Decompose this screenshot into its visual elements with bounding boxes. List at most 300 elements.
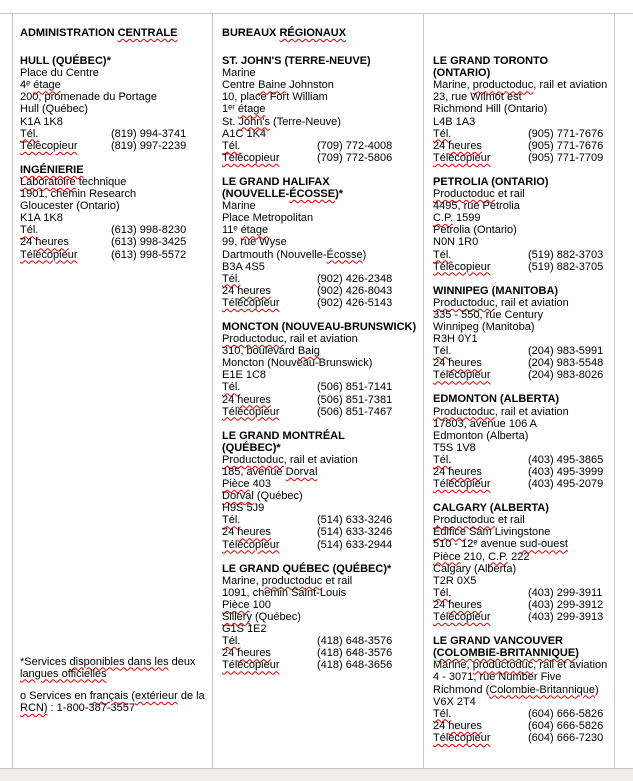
text-segment: , rail et aviation — [494, 405, 569, 418]
text-segment: ) — [575, 647, 579, 660]
text-segment: Winnipeg (Manitoba) — [433, 320, 535, 333]
address-line — [222, 249, 419, 261]
office-block — [433, 285, 613, 382]
text-segment: H9S 5J9 — [222, 502, 265, 515]
text-segment: 100 — [249, 598, 271, 611]
misspelled-word: CENTRALE — [117, 27, 178, 39]
footnote-line — [20, 690, 208, 702]
phone-label — [222, 381, 317, 393]
address-line — [20, 212, 208, 224]
address-line — [222, 599, 419, 611]
phone-label — [222, 140, 317, 152]
misspelled-word: ÉCOSSE — [289, 188, 336, 201]
column-header — [433, 27, 613, 39]
phone-label — [433, 466, 528, 478]
misspelled-word: Télécopieur — [20, 248, 78, 261]
text-segment: Marine — [222, 200, 256, 213]
text-segment: BUREAUX — [222, 27, 280, 39]
footnote-line — [20, 656, 208, 668]
phone-value: (905) 771-7709 — [528, 151, 604, 164]
misspelled-word: heures — [237, 526, 271, 539]
text-segment: ADMINISTRATION — [20, 27, 118, 39]
text-segment: Gloucester (Ontario) — [20, 200, 120, 213]
misspelled-word: Écosse — [326, 248, 363, 261]
text-segment: 1ᵉʳ — [222, 103, 238, 116]
office-block — [433, 55, 613, 164]
address-line — [433, 224, 613, 236]
office-block — [433, 176, 613, 273]
address-line — [433, 684, 613, 696]
office-block — [433, 635, 613, 744]
misspelled-word: Télécopieur — [222, 296, 280, 309]
misspelled-word: étage — [33, 79, 61, 92]
address-line — [222, 103, 419, 115]
phone-label — [433, 261, 528, 273]
misspelled-word: C.P. — [488, 550, 509, 563]
text-segment: Marine, — [433, 659, 473, 672]
misspelled-word: Tél. — [433, 345, 452, 358]
phone-value: (905) 771-7676 — [528, 127, 604, 140]
phone-row — [433, 587, 613, 599]
text-segment: (Terre-Neuve) — [269, 115, 341, 128]
phone-value: (403) 495-2079 — [528, 478, 604, 491]
text-segment: N0N 1R0 — [433, 236, 479, 249]
misspelled-word: sud-ouest — [519, 538, 568, 551]
misspelled-word: Baig — [297, 345, 320, 358]
address-line — [433, 309, 613, 321]
text-segment: WINNIPEG (MANITOBA) — [433, 284, 559, 297]
phone-row — [20, 224, 208, 236]
address-line — [433, 575, 613, 587]
address-line — [222, 345, 419, 357]
phone-row — [20, 140, 208, 152]
text-segment: 17803, avenue 106 A — [433, 417, 537, 430]
phone-value: (613) 998-5572 — [111, 248, 187, 261]
address-line — [20, 116, 208, 128]
text-segment: technique — [75, 175, 127, 188]
address-line — [222, 490, 419, 502]
footnote-line — [20, 668, 208, 680]
phone-label — [222, 406, 317, 418]
phone-value: (514) 633-2944 — [317, 538, 393, 551]
misspelled-word: Productoduc — [433, 514, 495, 527]
phone-label — [222, 297, 317, 309]
phone-label — [222, 514, 317, 526]
phone-row — [222, 539, 419, 551]
misspelled-word: disponibles dans les — [69, 655, 169, 668]
office-heading — [20, 164, 208, 176]
text-segment: (QUÉBEC)* — [222, 441, 281, 454]
office-heading — [20, 55, 208, 67]
phone-row — [222, 635, 419, 647]
text-segment: ( — [433, 647, 437, 660]
text-segment: 24 — [20, 236, 36, 249]
misspelled-word: heures — [448, 466, 482, 478]
text-segment: 403 — [249, 478, 271, 491]
phone-row — [222, 394, 419, 406]
misspelled-word: extérieur — [134, 689, 178, 702]
misspelled-word: Laboratoire — [20, 175, 76, 188]
text-segment: 335 - 550, rue Century — [433, 308, 544, 321]
text-segment: T2R 0X5 — [433, 574, 477, 587]
phone-label — [20, 236, 111, 248]
text-segment: 1091, chemin Saint-Louis — [222, 586, 347, 599]
misspelled-word: Colombie-Britannique — [489, 683, 596, 696]
text-segment: Centre — [222, 79, 259, 92]
misspelled-word: Productoduc — [433, 188, 495, 201]
phone-label — [20, 140, 111, 152]
misspelled-word: français — [89, 689, 129, 702]
address-line — [222, 91, 419, 103]
phone-value: (403) 495-3999 — [528, 466, 604, 478]
phone-row — [433, 466, 613, 478]
misspelled-word: Tél. — [433, 707, 452, 720]
office-heading — [222, 563, 419, 575]
phone-row — [433, 261, 613, 273]
address-line — [222, 466, 419, 478]
text-segment: et rail — [494, 188, 525, 201]
footnote — [20, 690, 208, 714]
text-segment: ST. JOHN'S (TERRE-NEUVE) — [222, 55, 371, 68]
misspelled-word: Productoduc — [222, 333, 284, 346]
address-line — [222, 333, 419, 345]
phone-value: (403) 299-3913 — [528, 611, 604, 624]
misspelled-word: heures — [237, 647, 271, 660]
address-line — [222, 261, 419, 273]
phone-row — [222, 647, 419, 659]
text-segment: Hull (Québec) — [20, 103, 88, 116]
address-line — [222, 575, 419, 587]
phone-value: (613) 998-8230 — [111, 224, 187, 237]
office-block — [222, 55, 419, 164]
address-line — [222, 67, 419, 79]
phone-label — [433, 128, 528, 140]
office-heading — [433, 285, 613, 297]
misspelled-word: langues officielles — [20, 667, 107, 680]
phone-value: (905) 771-7676 — [528, 139, 604, 152]
phone-value: (514) 633-3246 — [317, 526, 393, 539]
phone-row — [222, 285, 419, 297]
address-line — [222, 357, 419, 369]
misspelled-word: Tél. — [222, 139, 241, 152]
misspelled-word: Tél. — [222, 272, 241, 285]
phone-value: (204) 983-5548 — [528, 357, 604, 370]
text-segment: LE GRAND VANCOUVER — [433, 635, 563, 648]
phone-value: (819) 997-2239 — [111, 139, 187, 152]
text-segment: Richmond ( — [433, 683, 490, 696]
phone-row — [433, 152, 613, 164]
misspelled-word: Tél. — [20, 224, 39, 237]
text-segment: T5S 1V8 — [433, 441, 476, 454]
address-line — [222, 454, 419, 466]
address-line — [222, 224, 419, 236]
text-segment: 4 - 3071, rue Number Five — [433, 671, 562, 684]
phone-label — [433, 587, 528, 599]
phone-label — [433, 345, 528, 357]
misspelled-word: RCN) — [20, 701, 48, 714]
misspelled-word: Tél. — [222, 381, 241, 394]
text-segment: LE GRAND HALIFAX — [222, 175, 330, 188]
phone-row — [433, 140, 613, 152]
text-segment: L4B 1A3 — [433, 115, 476, 128]
office-heading — [433, 647, 613, 659]
phone-value: (604) 666-7230 — [528, 731, 604, 744]
address-line — [433, 406, 613, 418]
text-segment: , rail et aviation — [283, 333, 358, 346]
column-bureaux-regionaux-suite — [423, 14, 614, 768]
phone-label — [433, 454, 528, 466]
phone-label — [222, 635, 317, 647]
phone-value: (519) 882-3705 — [528, 260, 604, 273]
address-line — [433, 333, 613, 345]
misspelled-word: Télécopieur — [433, 260, 491, 273]
phone-label — [222, 152, 317, 164]
address-line — [20, 103, 208, 115]
text-segment: 24 — [433, 466, 449, 478]
phone-row — [433, 454, 613, 466]
office-heading — [433, 502, 613, 514]
misspelled-word: Télécopieur — [222, 151, 280, 164]
text-segment: LE GRAND MONTRÉAL — [222, 429, 345, 442]
text-segment: E1E 1C8 — [222, 369, 267, 382]
misspelled-word: Dorval — [285, 466, 318, 478]
phone-row — [222, 659, 419, 671]
office-block — [20, 55, 208, 152]
address-line — [20, 79, 208, 91]
address-line — [433, 551, 613, 563]
misspelled-word: COLOMBIE-BRITANNIQUE — [436, 647, 576, 660]
text-segment: (ONTARIO) — [433, 67, 491, 80]
text-segment: 1901, chemin Research — [20, 188, 137, 201]
text-segment: 11ᵉ — [222, 224, 241, 237]
phone-label — [222, 647, 317, 659]
text-segment: K1A 1K8 — [20, 212, 63, 225]
office-block — [433, 502, 613, 623]
address-line — [433, 526, 613, 538]
text-segment: deux — [168, 655, 196, 668]
misspelled-word: heures — [448, 598, 482, 611]
office-heading — [433, 635, 613, 647]
text-segment: Place Metropolitan — [222, 212, 314, 225]
misspelled-word: productoduc — [472, 659, 534, 672]
text-segment: ) — [595, 683, 599, 696]
phone-value: (902) 426-8043 — [317, 284, 393, 297]
misspelled-word: heures — [448, 357, 482, 370]
text-segment: ( — [128, 689, 135, 702]
phone-value: (403) 299-3911 — [528, 586, 603, 599]
phone-label — [433, 611, 528, 623]
phone-value: (403) 299-3912 — [528, 598, 604, 611]
text-segment: 1599 — [452, 212, 481, 225]
text-segment: , rail et aviation — [494, 296, 569, 309]
phone-value: (902) 426-5143 — [317, 296, 393, 309]
address-line — [222, 611, 419, 623]
text-segment: Moncton (Nouveau-Brunswick) — [222, 357, 373, 370]
text-segment: V6X 2T4 — [433, 695, 476, 708]
misspelled-word: Télécopieur — [433, 369, 491, 382]
phone-label — [433, 152, 528, 164]
phone-value: (204) 983-5991 — [528, 345, 604, 358]
address-line — [433, 321, 613, 333]
address-line — [222, 116, 419, 128]
text-segment: : 1-800-387-3557 — [47, 701, 135, 714]
misspelled-word: Télécopieur — [222, 538, 280, 551]
text-segment: , rail et aviation — [283, 453, 358, 466]
footnotes — [20, 656, 208, 768]
misspelled-word: Productoduc — [222, 453, 284, 466]
address-line — [433, 442, 613, 454]
phone-value: (506) 851-7467 — [317, 405, 393, 418]
column-header — [222, 27, 419, 39]
text-segment: Marine, — [222, 574, 262, 587]
office-heading — [222, 55, 419, 67]
text-segment: LE GRAND TORONTO — [433, 55, 549, 68]
text-segment: 24 — [433, 598, 449, 611]
directory-table — [13, 14, 614, 768]
phone-row — [433, 720, 613, 732]
address-line — [433, 188, 613, 200]
misspelled-word: heures — [448, 139, 482, 152]
address-line — [20, 91, 208, 103]
phone-row — [222, 406, 419, 418]
address-line — [222, 128, 419, 140]
column-bureaux-regionaux — [212, 14, 423, 768]
text-segment: R3H 0Y1 — [433, 333, 478, 346]
misspelled-word: Tél. — [433, 453, 452, 466]
address-line — [433, 514, 613, 526]
footnote — [20, 656, 208, 680]
phone-label — [433, 369, 528, 381]
phone-row — [433, 128, 613, 140]
misspelled-word: Télécopieur — [433, 731, 491, 744]
text-segment: 185, avenue — [222, 466, 286, 478]
phone-row — [433, 357, 613, 369]
misspelled-word: Télécopieur — [433, 478, 491, 491]
address-line — [222, 502, 419, 514]
text-segment: , rail et aviation — [533, 79, 608, 92]
text-segment: Marine, — [433, 79, 473, 92]
address-line — [433, 563, 613, 575]
phone-row — [222, 140, 419, 152]
phone-value: (403) 495-3865 — [528, 453, 604, 466]
text-segment: HULL (QUÉBEC)* — [20, 55, 111, 68]
phone-label — [222, 659, 317, 671]
phone-label — [20, 128, 111, 140]
misspelled-word: Télécopieur — [433, 151, 491, 164]
misspelled-word: Tél. — [433, 586, 452, 599]
misspelled-word: Baine — [258, 79, 287, 92]
phone-label — [433, 708, 528, 720]
office-block — [20, 164, 208, 261]
text-segment: (NOUVELLE- — [222, 188, 290, 201]
address-line — [222, 200, 419, 212]
misspelled-word: Productoduc — [433, 405, 495, 418]
address-line — [433, 91, 613, 103]
text-segment: 24 — [222, 647, 238, 660]
phone-value: (613) 998-3425 — [111, 236, 187, 249]
address-line — [222, 212, 419, 224]
misspelled-word: Tél. — [20, 127, 39, 140]
misspelled-word: étage — [240, 224, 269, 237]
address-line — [433, 418, 613, 430]
phone-value: (604) 666-5826 — [528, 707, 604, 720]
misspelled-word: Télécopieur — [222, 405, 280, 418]
misspelled-word: Tél. — [222, 635, 241, 648]
text-segment: 24 — [222, 284, 238, 297]
text-segment: *Services — [20, 655, 70, 668]
phone-label — [222, 539, 317, 551]
phone-value: (709) 772-4008 — [317, 139, 393, 152]
address-line — [20, 176, 208, 188]
text-segment: de la — [177, 689, 205, 702]
misspelled-word: Pièce — [433, 550, 461, 563]
phone-value: (418) 648-3576 — [317, 647, 393, 660]
text-segment: Johnston — [286, 79, 334, 92]
office-heading — [433, 67, 613, 79]
office-heading — [433, 393, 613, 405]
misspelled-word: productoduc — [472, 79, 534, 92]
address-line — [433, 116, 613, 128]
office-heading — [222, 321, 419, 333]
phone-label — [433, 249, 528, 261]
phone-label — [20, 224, 111, 236]
address-line — [222, 236, 419, 248]
text-segment: Marine — [222, 67, 256, 80]
phone-row — [433, 611, 613, 623]
misspelled-word: Tél. — [433, 248, 452, 261]
phone-label — [222, 273, 317, 285]
phone-row — [20, 128, 208, 140]
text-segment: 24 — [433, 719, 449, 732]
address-line — [433, 236, 613, 248]
address-line — [433, 671, 613, 683]
address-line — [222, 587, 419, 599]
phone-value: (204) 983-8026 — [528, 369, 604, 382]
office-heading — [222, 188, 419, 200]
phone-value: (506) 851-7141 — [317, 381, 393, 394]
text-segment: et rail — [494, 514, 525, 527]
misspelled-word: productoduc — [261, 574, 323, 587]
misspelled-word: RÉGIONAUX — [279, 27, 347, 39]
phone-row — [433, 732, 613, 744]
phone-row — [433, 478, 613, 490]
office-block — [222, 430, 419, 551]
address-line — [222, 369, 419, 381]
address-line — [433, 200, 613, 212]
text-segment: K1A 1K8 — [20, 115, 63, 128]
phone-row — [222, 514, 419, 526]
address-line — [222, 79, 419, 91]
phone-label — [222, 394, 317, 406]
text-segment: o Services en — [20, 689, 90, 702]
text-segment: )* — [335, 188, 344, 201]
phone-row — [222, 152, 419, 164]
address-line — [433, 79, 613, 91]
text-segment: A1C 1K4 — [222, 127, 267, 140]
phone-row — [433, 249, 613, 261]
text-segment: 24 — [433, 357, 449, 370]
misspelled-word: Tél. — [433, 127, 452, 140]
text-segment: EDMONTON (ALBERTA) — [433, 393, 560, 406]
text-segment: Edmonton (Alberta) — [433, 429, 529, 442]
office-block — [222, 563, 419, 672]
misspelled-word: Productoduc — [433, 296, 495, 309]
text-segment: Richmond Hill (Ontario) — [433, 103, 548, 116]
phone-row — [433, 369, 613, 381]
text-segment: 24 — [222, 526, 238, 539]
text-segment: 10, place Fort William — [222, 91, 328, 104]
phone-label — [433, 478, 528, 490]
